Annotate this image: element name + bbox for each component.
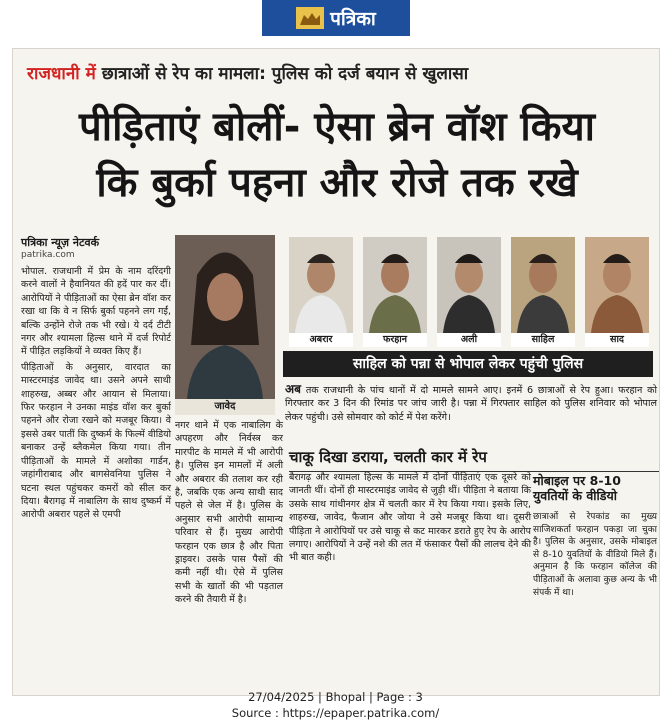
portrait-silhouette-icon <box>363 237 427 333</box>
portrait-silhouette-icon <box>585 237 649 333</box>
suspect-photo <box>437 237 501 347</box>
suspect-caption: साहिल <box>511 333 575 347</box>
main-suspect-photo <box>175 235 275 415</box>
suspect-caption: फरहान <box>363 333 427 347</box>
article-column-3: बैरागढ़ और श्यामला हिल्स के मामले में दोनों पीड़िताएं एक दूसरे को जानती थीं। दोनों ही मास्टरमाइंड जावेद से जुड़ी थीं। पीड़िता ने बताया कि उसके साथ गांधीनगर क्षेत्र में चलती कार में रेप किया गया। इसके लिए, शाहरुख, जावेद, फैजान और जोया ने उसे मजबूर किया था। दूसरी पीड़िता ने आरोपियों पर उसे चाकू से कट मारकर डराते हुए रेप के आरोप लगाए। आरोपियों ने उन्हें नशे की लत में फंसाकर पैसों की लालच देने की भी बात कही। <box>289 472 531 564</box>
headline-line-2: कि बुर्का पहना और रोजे तक रखे <box>96 160 578 206</box>
sidebox-body: छात्राओं से रेपकांड का मुख्य साजिशकर्ता फरहान पकड़ा जा चुका है। पुलिस के अनुसार, उसके मोबाइल से 8-10 युवतियों के वीडियो मिले हैं। अनुमान है कि फरहान कॉलेज की पीड़िताओं के अलावा कुछ अन्य के भी संपर्क में था। <box>533 512 657 598</box>
suspect-photo <box>585 237 649 347</box>
col1-para-1: भोपाल. राजधानी में प्रेम के नाम दरिंदगी करने वालों ने हैवानियत की हदें पार कर दीं। आरोपियों ने पीड़िताओं का ऐसा ब्रेन वॉश कर रखा था कि वे न सिर्फ बुर्का पहनने लग गईं, बल्कि उन्होंने रोजे तक भी रखे। ये दर्द टीटी नगर और श्यामला हिल्स थाने में दर्ज रिपोर्ट में पीड़ित लड़कियों ने व्यक्त किए हैं। <box>21 266 171 358</box>
main-photo-caption: जावेद <box>175 399 275 415</box>
suspect-caption: अली <box>437 333 501 347</box>
sidebox <box>533 473 657 599</box>
col1-para-2: पीड़िताओं के अनुसार, वारदात का मास्टरमाइंड जावेद था। उसने अपने साथी शाहरुख, अब्बर और आयान से मिलाया। फिर फरहान ने उनका माइंड वॉश कर बुर्का पहनने और रोजा रखने को मजबूर किया। वे इससे उबर पातीं कि दुष्कर्म के फिल्में वीडियो बनाकर उन्हें ब्लैकमेल किया गया। तीन पीड़िताओं के मामले में अशोका गार्डन, जहांगीराबाद और बागसेवनिया पुलिस ने घटना स्थल पहुंचकर कमरों को सील कर दिया। बैरागढ़ में नाबालिग के साथ दुष्कर्म में आरोपी अबरार पहले से एमपी <box>21 361 171 521</box>
sidebox-title: मोबाइल पर 8-10 युवतियों के वीडियो <box>533 473 621 503</box>
headline-line-1: पीड़िताएं बोलीं- ऐसा ब्रेन वॉश किया <box>78 104 596 150</box>
kicker-rest: छात्राओं से रेप का मामला: पुलिस को दर्ज बयान से खुलासा <box>101 64 469 84</box>
article-column-2: नगर थाने में एक नाबालिग के अपहरण और निर्वस्त्र कर मारपीट के मामले में भी आरोपी है। पुलिस इन मामलों में अली और अबरार की तलाश कर रही है, जबकि एक अन्य साथी साद पहले से जेल में है। पुलिस के अनुसार सभी आरोपी सामान्य परिवार से हैं। मुख्य आरोपी फरहान एक छात्र है और पिता ड्राइवर। उसके पास पैसों की कमी नहीं थी। ऐसे में पुलिस सभी के खातों की भी पड़ताल करने की तैयारी में है। <box>175 420 283 606</box>
byline-site: patrika.com <box>21 250 75 260</box>
kicker-line <box>27 61 647 84</box>
suspect-caption: अबरार <box>289 333 353 347</box>
masthead-brand: पत्रिका <box>330 8 376 30</box>
suspect-photos <box>289 237 659 347</box>
lead-text: तक राजधानी के पांच थानों में दो मामले सामने आए। इनमें 6 छात्राओं से रेप हुआ। फरहान को गिरफ्तार कर 3 दिन की रिमांड पर जांच जारी है। पन्ना में गिरफ्तार साहिल को पुलिस शनिवार को भोपाल लेकर पहुंची। उसे सोमवार को कोर्ट में पेश करेंगे। <box>285 385 657 423</box>
footer-date-page: 27/04/2025 | Bhopal | Page : 3 <box>248 690 423 704</box>
lion-icon <box>296 7 324 29</box>
lead-paragraph <box>285 383 657 424</box>
suspect-caption: साद <box>585 333 649 347</box>
suspect-photo <box>363 237 427 347</box>
byline-agency: पत्रिका न्यूज़ नेटवर्क <box>21 236 100 249</box>
portrait-silhouette-icon <box>175 235 275 399</box>
suspect-photo <box>511 237 575 347</box>
portrait-silhouette-icon <box>511 237 575 333</box>
portrait-silhouette-icon <box>437 237 501 333</box>
article-column-1 <box>21 265 171 524</box>
section-heading: चाकू दिखा डराया, चलती कार में रेप <box>289 447 659 472</box>
newspaper-clipping <box>12 48 660 696</box>
photo-banner: साहिल को पन्ना से भोपाल लेकर पहुंची पुलिस <box>283 351 653 377</box>
footer-source[interactable]: Source : https://epaper.patrika.com/ <box>231 706 440 720</box>
kicker-red: राजधानी में <box>27 64 96 84</box>
lead-dropcap: अब <box>285 382 302 396</box>
masthead[interactable] <box>262 0 410 36</box>
portrait-silhouette-icon <box>289 237 353 333</box>
suspect-photo <box>289 237 353 347</box>
